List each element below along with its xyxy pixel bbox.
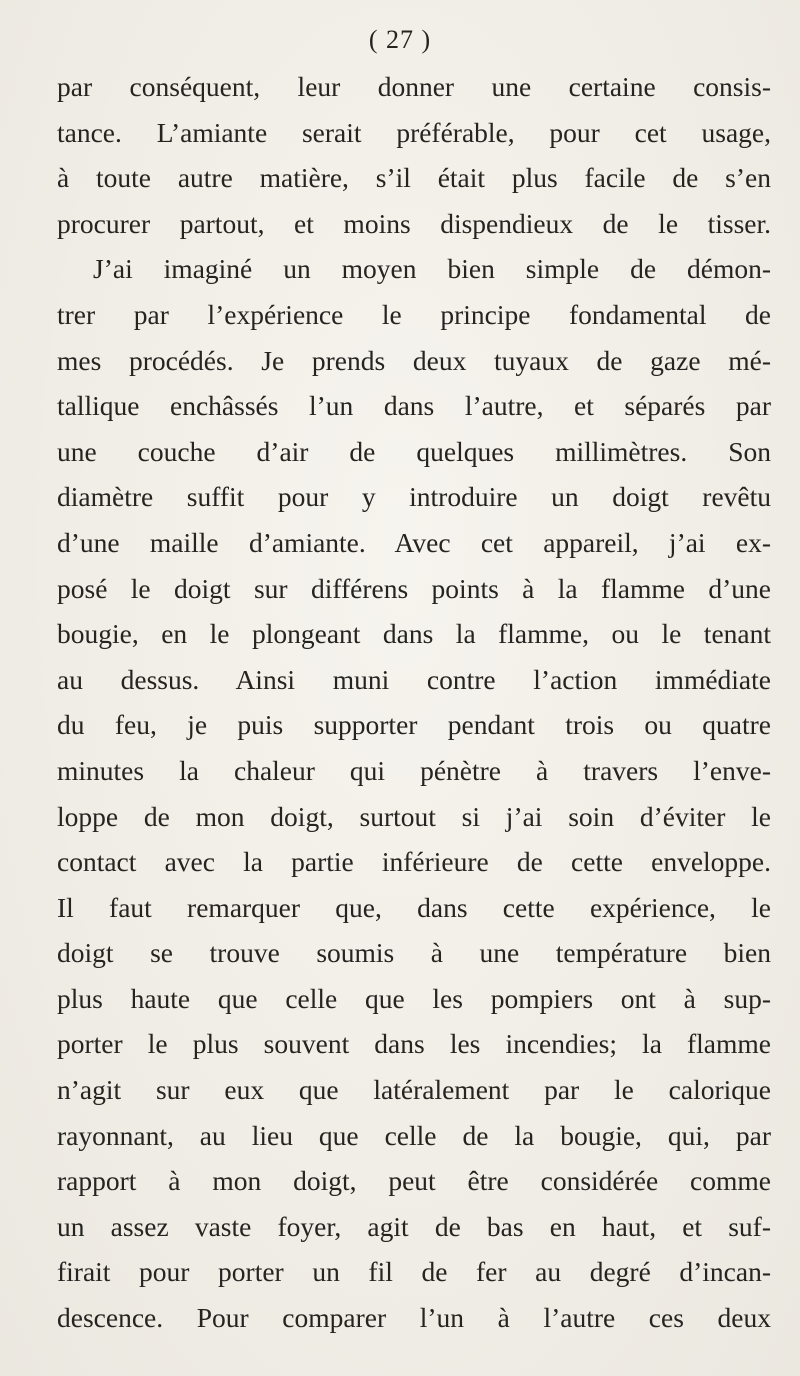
text-line: porter le plus souvent dans les incendies; la flamme <box>57 1028 771 1060</box>
body-text <box>57 64 771 1341</box>
text-line: minutes la chaleur qui pénètre à travers l’enve- <box>57 754 771 786</box>
text-line: rapport à mon doigt, peut être considérée comme <box>57 1165 771 1197</box>
text-line: par conséquent, leur donner une certaine consis- <box>57 71 771 102</box>
text-line: un assez vaste foyer, agit de bas en haut, et suf- <box>57 1210 771 1242</box>
text-line: procurer partout, et moins dispendieux de le tisser. <box>57 207 771 239</box>
text-line: diamètre suffit pour y introduire un doigt revêtu <box>57 481 771 513</box>
text-line: tance. L’amiante serait préférable, pour cet usage, <box>57 116 771 148</box>
text-line: rayonnant, au lieu que celle de la bougie, qui, par <box>57 1119 771 1151</box>
page-number: ( 27 ) <box>368 25 432 54</box>
text-line: trer par l’expérience le principe fondamental de <box>57 298 771 330</box>
text-line: d’une maille d’amiante. Avec cet appareil, j’ai ex- <box>57 526 771 558</box>
text-line: doigt se trouve soumis à une température bien <box>57 937 771 969</box>
text-line: descence. Pour comparer l’un à l’autre ces deux <box>57 1302 771 1334</box>
text-line: contact avec la partie inférieure de cette enveloppe. <box>57 846 771 878</box>
paragraph-start-line: J’ai imaginé un moyen bien simple de démon- <box>93 253 771 285</box>
text-line: du feu, je puis supporter pendant trois ou quatre <box>57 709 771 741</box>
text-line: bougie, en le plongeant dans la flamme, ou le tenant <box>57 618 771 650</box>
text-line: au dessus. Ainsi muni contre l’action immédiate <box>57 663 771 695</box>
text-line: plus haute que celle que les pompiers ont à sup- <box>57 982 771 1014</box>
text-line: tallique enchâssés l’un dans l’autre, et séparés par <box>57 390 771 422</box>
text-line: à toute autre matière, s’il était plus facile de s’en <box>57 162 771 194</box>
text-line: mes procédés. Je prends deux tuyaux de gaze mé- <box>57 344 771 376</box>
text-line: firait pour porter un fil de fer au degré d’incan- <box>57 1256 771 1288</box>
text-line: posé le doigt sur différens points à la flamme d’une <box>57 572 771 604</box>
text-line: loppe de mon doigt, surtout si j’ai soin d’éviter le <box>57 800 771 832</box>
text-line: une couche d’air de quelques millimètres. Son <box>57 435 771 467</box>
text-line: Il faut remarquer que, dans cette expérience, le <box>57 891 771 923</box>
text-line: n’agit sur eux que latéralement par le calorique <box>57 1074 771 1106</box>
